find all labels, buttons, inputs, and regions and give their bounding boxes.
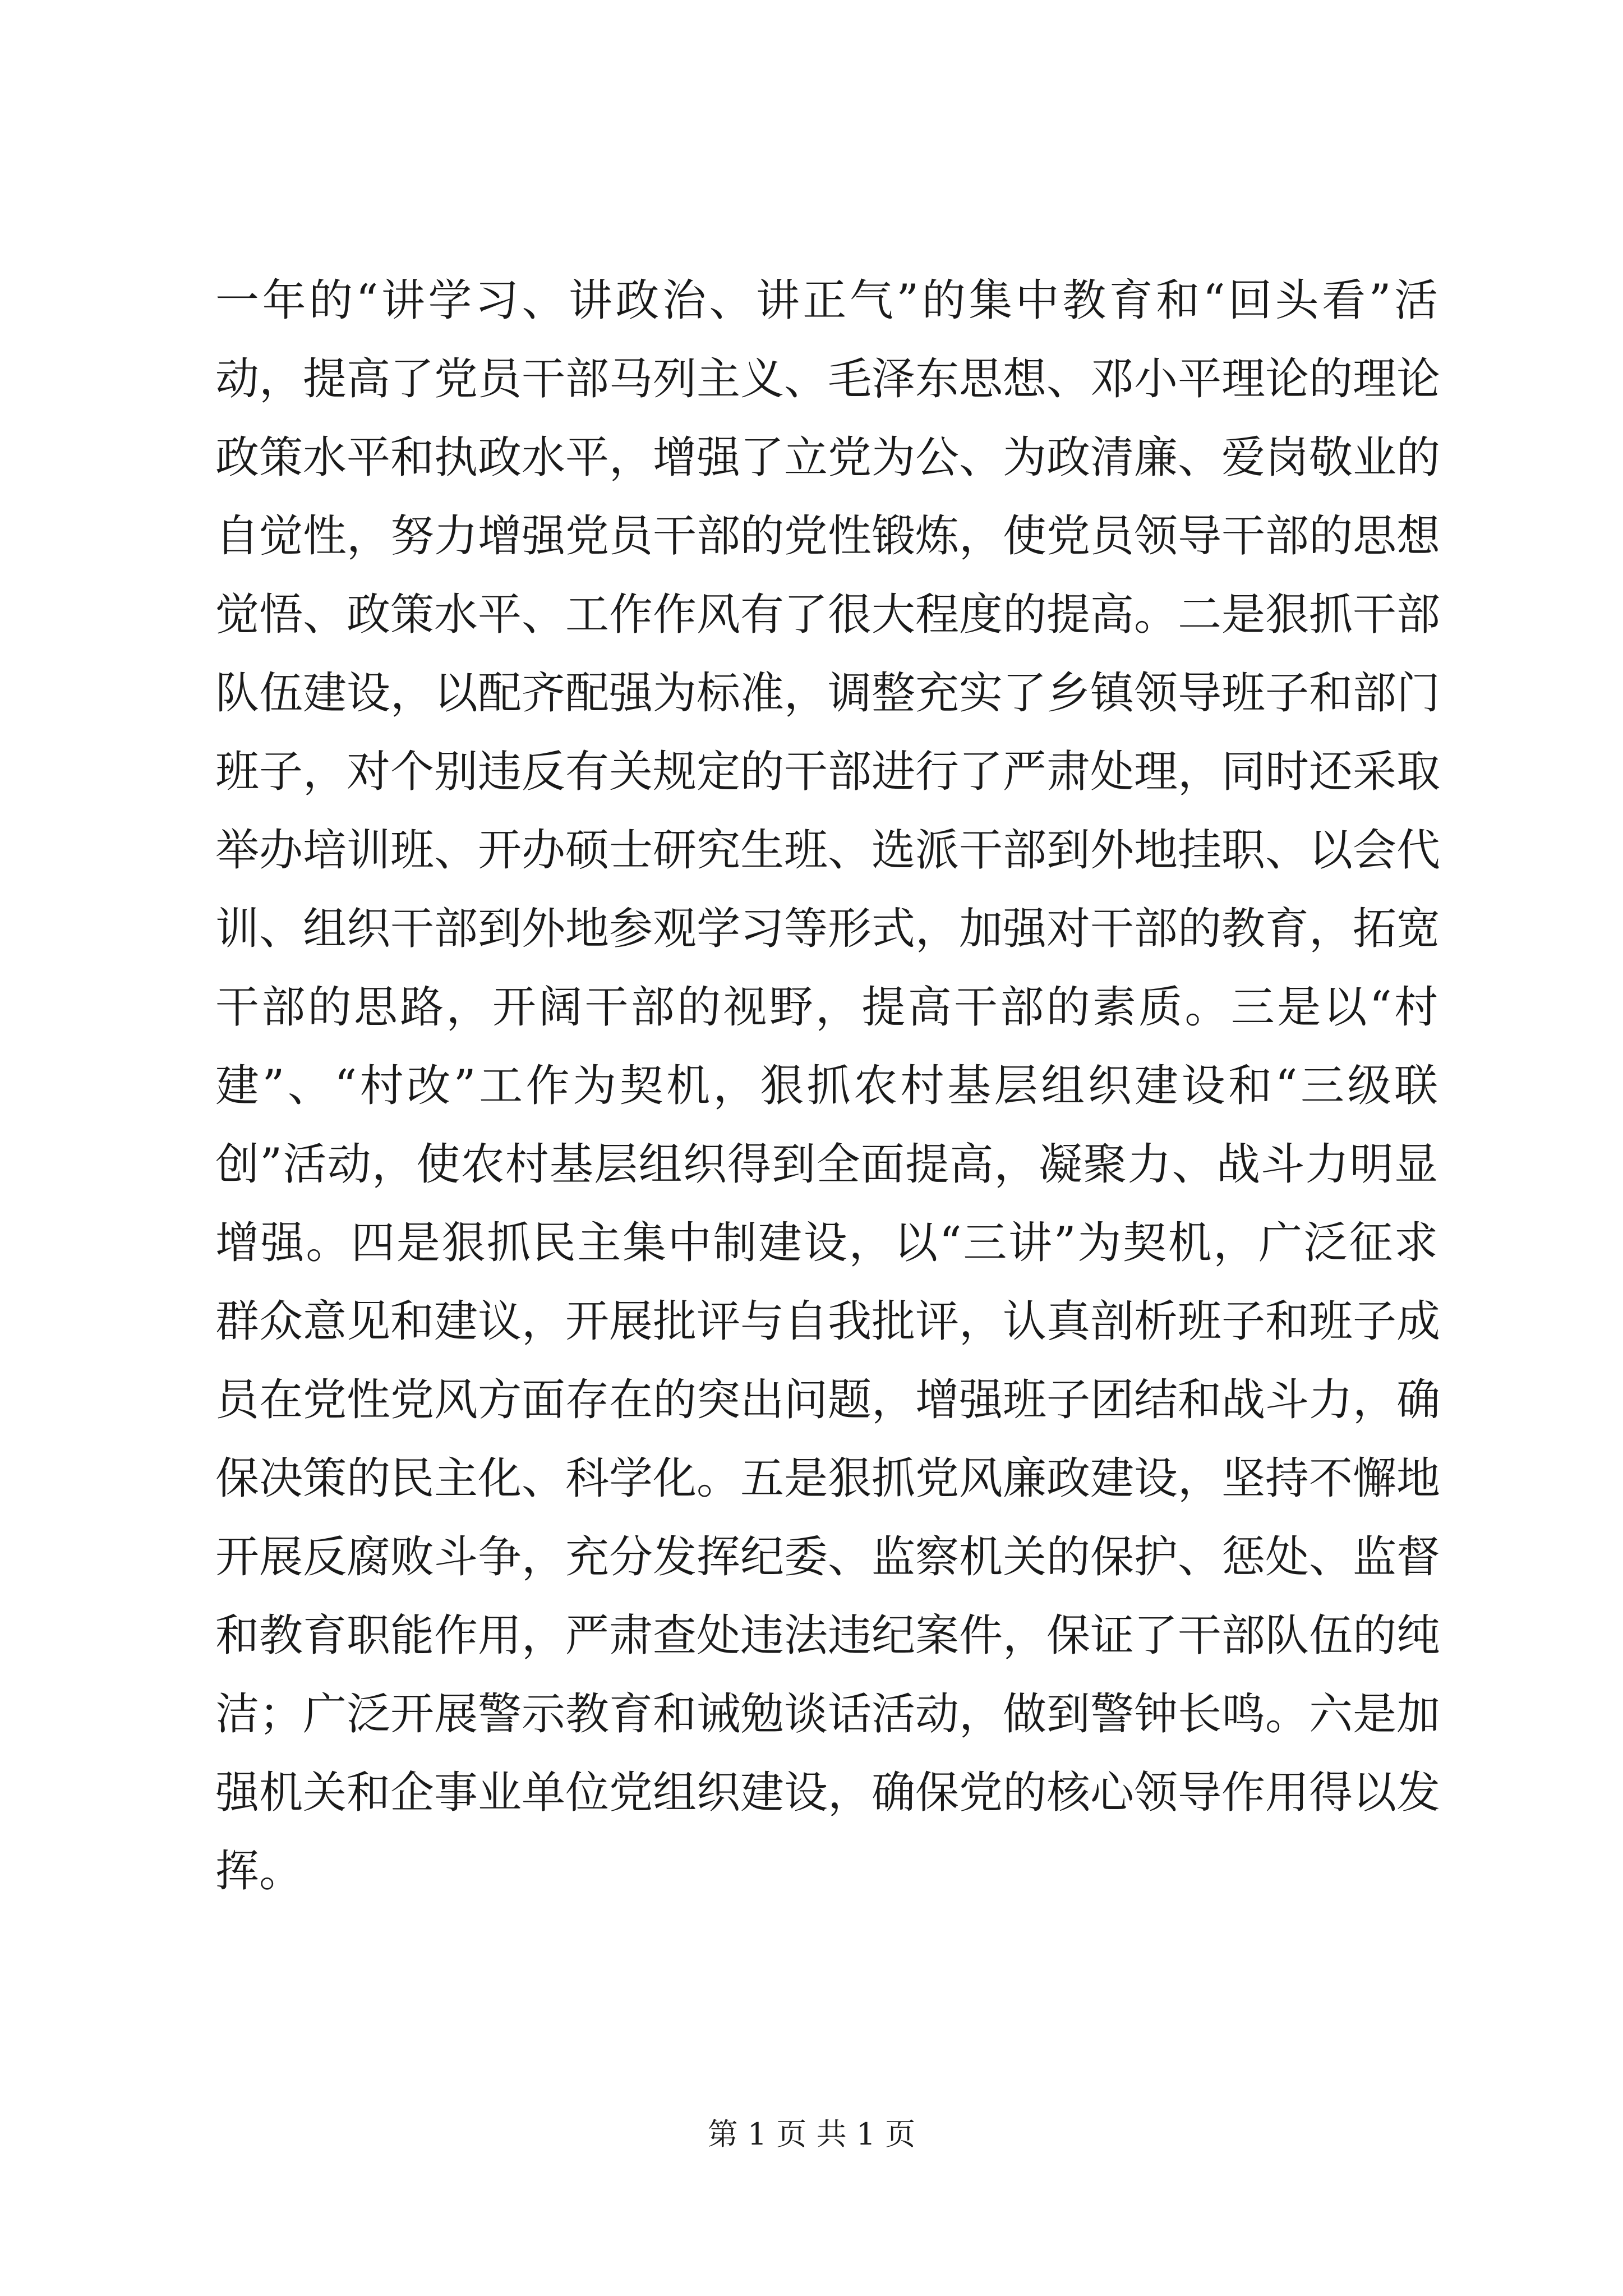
text-line: 挥。 [215,1846,303,1897]
text-line: 强机关和企事业单位党组织建设，确保党的核心领导作用得以发 [215,1768,1441,1818]
text-line: 政策水平和执政水平，增强了立党为公、为政清廉、爱岗敬业的 [215,432,1441,483]
text-line: 训、组织干部到外地参观学习等形式，加强对干部的教育，拓宽 [215,904,1441,954]
text-line: 创”活动，使农村基层组织得到全面提高，凝聚力、战斗力明显 [215,1139,1438,1190]
text-line: 觉悟、政策水平、工作作风有了很大程度的提高。二是狠抓干部 [215,590,1441,640]
text-line: 开展反腐败斗争，充分发挥纪委、监察机关的保护、惩处、监督 [215,1532,1441,1582]
text-line: 洁；广泛开展警示教育和诫勉谈话活动，做到警钟长鸣。六是加 [215,1689,1441,1740]
page-number-footer: 第 1 页 共 1 页 [707,2116,916,2152]
body-paragraph [215,261,1441,1911]
text-line: 保决策的民主化、科学化。五是狠抓党风廉政建设，坚持不懈地 [215,1453,1441,1504]
text-line: 干部的思路，开阔干部的视野，提高干部的素质。三是以“村 [215,982,1438,1033]
text-line: 和教育职能作用，严肃查处违法违纪案件，保证了干部队伍的纯 [215,1611,1441,1661]
text-line: 自觉性，努力增强党员干部的党性锻炼，使党员领导干部的思想 [215,511,1441,562]
text-line: 举办培训班、开办硕士研究生班、选派干部到外地挂职、以会代 [215,825,1441,876]
text-line: 动，提高了党员干部马列主义、毛泽东思想、邓小平理论的理论 [215,354,1441,404]
text-line: 一年的“讲学习、讲政治、讲正气”的集中教育和“回头看”活 [215,275,1438,326]
text-line: 建”、“村改”工作为契机，狠抓农村基层组织建设和“三级联 [215,1061,1438,1111]
text-line: 员在党性党风方面存在的突出问题，增强班子团结和战斗力，确 [215,1375,1441,1425]
text-line: 增强。四是狠抓民主集中制建设，以“三讲”为契机，广泛征求 [215,1218,1438,1268]
text-line: 群众意见和建议，开展批评与自我批评，认真剖析班子和班子成 [215,1296,1441,1347]
text-line: 班子，对个别违反有关规定的干部进行了严肃处理，同时还采取 [215,747,1441,797]
text-line: 队伍建设，以配齐配强为标准，调整充实了乡镇领导班子和部门 [215,668,1441,719]
